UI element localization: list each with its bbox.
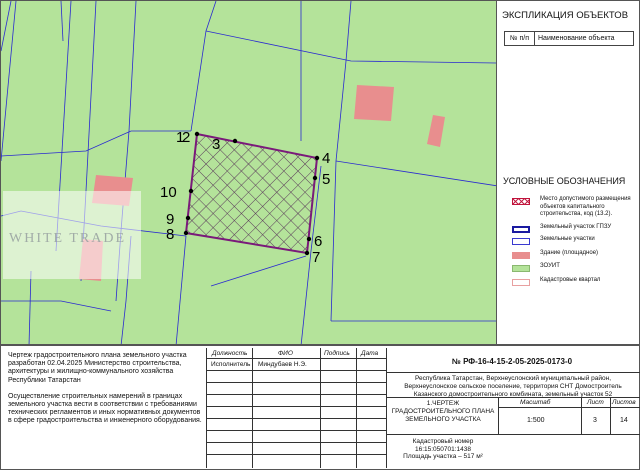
scale-value: 1:500 bbox=[527, 417, 545, 424]
legend-item-buildable-area bbox=[512, 196, 640, 219]
cadastral-label: Кадастровый номер bbox=[412, 438, 474, 445]
legend-item-parcels bbox=[512, 236, 640, 245]
stamp-fio: Миндубаев Н.Э. bbox=[258, 361, 307, 368]
legend-panel bbox=[497, 0, 640, 345]
point-label-2: 2 bbox=[182, 129, 191, 146]
explication-col-name: Наименование объекта bbox=[538, 35, 615, 42]
cadastral-info bbox=[388, 438, 498, 461]
header-sheets: Листов bbox=[612, 399, 636, 406]
point-label-5: 5 bbox=[322, 171, 331, 188]
grid-line bbox=[356, 348, 357, 468]
zouit-swatch-icon bbox=[512, 265, 530, 272]
legend-item-gpzu-parcel bbox=[512, 224, 640, 233]
header-scale: Масштаб bbox=[520, 399, 551, 406]
point-label-10: 10 bbox=[160, 184, 177, 201]
grid-line bbox=[386, 372, 640, 373]
legend-label: ЗОУИТ bbox=[540, 263, 560, 269]
grid-line bbox=[206, 430, 386, 431]
point-label-4: 4 bbox=[322, 150, 331, 167]
grid-line bbox=[206, 370, 386, 371]
stamp-header-sign: Подпись bbox=[324, 350, 350, 357]
legend-label: Здание (площадное) bbox=[540, 250, 599, 256]
grid-line bbox=[206, 442, 386, 443]
grid-line bbox=[581, 397, 582, 434]
grid-line bbox=[498, 397, 499, 434]
stamp-header-fio: ФИО bbox=[278, 350, 293, 357]
hatch-symbol-icon bbox=[512, 198, 530, 205]
sheets-value: 14 bbox=[620, 417, 628, 424]
legend-item-zouit bbox=[512, 263, 640, 272]
parcel-outline-icon bbox=[512, 226, 530, 233]
legend-label: Земельный участок ГПЗУ bbox=[540, 224, 612, 230]
grid-line bbox=[498, 407, 640, 408]
document-number: № РФ-16-4-15-2-05-2025-0173-0 bbox=[451, 357, 573, 366]
grid-line bbox=[206, 348, 207, 468]
stamp-header-date: Дата bbox=[361, 350, 379, 357]
parcel-area: Площадь участка – 517 м² bbox=[403, 453, 483, 460]
grid-line bbox=[320, 348, 321, 468]
legend-item-building bbox=[512, 250, 640, 259]
legend-label: Место допустимого размещения объектов капитального строительства, код (13.2). bbox=[540, 196, 631, 217]
site-address: Республика Татарстан, Верхнеуслонский муниципальный район, Верхнеуслонское сельское поселение, территория СНТ Домостроитель Казанского домостроительного комбината, земельный участок 52 bbox=[404, 375, 622, 397]
grid-line bbox=[206, 418, 386, 419]
sheet-value: 3 bbox=[593, 417, 597, 424]
grid-line bbox=[206, 358, 386, 359]
watermark-text: WHITE TRADE bbox=[9, 231, 126, 246]
grid-line bbox=[386, 397, 640, 398]
header-sheet: Лист bbox=[587, 399, 604, 406]
point-label-7: 7 bbox=[312, 249, 321, 266]
point-label-8: 8 bbox=[166, 226, 175, 243]
point-label-9: 9 bbox=[166, 211, 175, 228]
building-swatch-icon bbox=[512, 252, 530, 259]
grid-line bbox=[206, 394, 386, 395]
grid-line bbox=[386, 348, 387, 468]
parcels-outline-icon bbox=[512, 238, 530, 245]
stamp-duty: Исполнитель bbox=[211, 361, 251, 368]
note-paragraph-1: Чертеж градостроительного плана земельного участка разработан 02.04.2025 Министерство строительства, архитектуры и жилищно-коммунального хозяйства Республики Татарстан bbox=[8, 352, 187, 384]
legend-label: Кадастровые квартал bbox=[540, 277, 601, 283]
explication-table bbox=[504, 31, 634, 46]
grid-line bbox=[252, 348, 253, 468]
note-paragraph-2: Осуществление строительных намерений в границах земельного участка вести в соответствии с требованиями технических регламентов и иных нормативных документов в сфере градостроительства и инженерного оборудования. bbox=[8, 392, 202, 425]
quarter-outline-icon bbox=[512, 279, 530, 286]
legend-item-cadastral-quarter bbox=[512, 277, 640, 286]
point-label-3: 3 bbox=[212, 136, 221, 153]
stamp-header-duty: Должность bbox=[212, 350, 248, 357]
grid-line bbox=[206, 454, 386, 455]
legend-label: Земельные участки bbox=[540, 236, 595, 242]
explication-col-no: № п/п bbox=[505, 32, 535, 45]
grid-line bbox=[206, 406, 386, 407]
point-label-6: 6 bbox=[314, 233, 323, 250]
grid-line bbox=[206, 382, 386, 383]
legend-title: УСЛОВНЫЕ ОБОЗНАЧЕНИЯ bbox=[503, 176, 626, 186]
point-label-1: 1 bbox=[176, 129, 185, 146]
explication-title: ЭКСПЛИКАЦИЯ ОБЪЕКТОВ bbox=[502, 10, 629, 21]
map-drawing bbox=[1, 1, 497, 345]
sheet-title: 1.ЧЕРТЕЖ ГРАДОСТРОИТЕЛЬНОГО ПЛАНА ЗЕМЕЛЬНОГО УЧАСТКА bbox=[391, 400, 495, 423]
grid-line bbox=[610, 397, 611, 434]
grid-line bbox=[386, 434, 640, 435]
drawing-note bbox=[8, 352, 204, 434]
cadastral-number: 16:15:050701:1438 bbox=[414, 445, 472, 453]
